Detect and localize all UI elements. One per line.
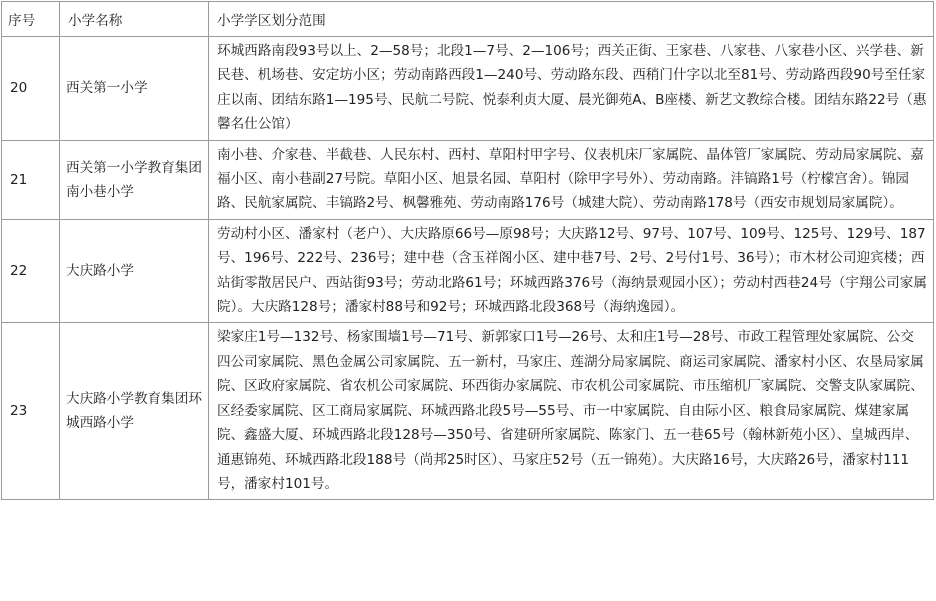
district-range: 劳动村小区、潘家村（老户）、大庆路原66号—原98号；大庆路12号、97号、107号、109号、125号、129号、187号、196号、222号、236号；建中巷（含玉祥阁小区、建中巷7号、2号、2号付1号、36号）；市木材公司迎宾楼；西站街零散居民户、西站街93号；劳动北路61号；环城西路376号（海纳景观园小区）；劳动村西巷24号（宇翔公司家属院）。大庆路128号；潘家村88号和92号；环城西路北段368号（海纳逸园）。	[209, 219, 934, 323]
column-header-range: 小学学区划分范围	[209, 2, 934, 37]
row-index: 22	[2, 219, 60, 323]
table-row	[2, 219, 934, 323]
column-header-school: 小学名称	[60, 2, 209, 37]
school-name: 大庆路小学教育集团环城西路小学	[60, 323, 209, 500]
table-row	[2, 323, 934, 500]
district-range: 梁家庄1号—132号、杨家围墙1号—71号、新郭家口1号—26号、太和庄1号—28号、市政工程管理处家属院、公交四公司家属院、黑色金属公司家属院、五一新村，马家庄、莲湖分局家属院、商运司家属院、潘家村小区、农垦局家属院、区政府家属院、省农机公司家属院、环西街办家属院、市农机公司家属院、市压缩机厂家属院、交警支队家属院、区经委家属院、区工商局家属院、环城西路北段5号—55号、市一中家属院、自由际小区、粮食局家属院、煤建家属院、鑫盛大厦、环城西路北段128号—350号、省建研所家属院、陈家门、五一巷65号（翰林新苑小区）、皇城西岸、通惠锦苑、环城西路北段188号（尚邦25时区）、马家庄52号（五一锦苑）。大庆路16号，大庆路26号，潘家村111号，潘家村101号。	[209, 323, 934, 500]
school-name: 西关第一小学教育集团南小巷小学	[60, 140, 209, 219]
table-header-row	[2, 2, 934, 37]
table-row	[2, 37, 934, 141]
district-range: 环城西路南段93号以上、2—58号；北段1—7号、2—106号；西关正街、王家巷、八家巷、八家巷小区、兴学巷、新民巷、机场巷、安定坊小区；劳动南路西段1—240号、劳动路东段、西稍门什字以北至81号、劳动路西段90号至任家庄以南、团结东路1—195号、民航二号院、悦泰利贞大厦、晨光御苑A、B座楼、新艺文教综合楼。团结东路22号（惠馨名仕公馆）	[209, 37, 934, 141]
table-row	[2, 140, 934, 219]
school-district-table	[1, 1, 934, 500]
row-index: 21	[2, 140, 60, 219]
school-name: 大庆路小学	[60, 219, 209, 323]
school-name: 西关第一小学	[60, 37, 209, 141]
row-index: 23	[2, 323, 60, 500]
row-index: 20	[2, 37, 60, 141]
column-header-index: 序号	[2, 2, 60, 37]
district-range: 南小巷、介家巷、半截巷、人民东村、西村、草阳村甲字号、仪表机床厂家属院、晶体管厂家属院、劳动局家属院、嘉福小区、南小巷副27号院。草阳小区、旭景名园、草阳村（除甲字号外）、劳动南路。沣镐路1号（柠檬宫舍）。锦园路、民航家属院、丰镐路2号、枫馨雅苑、劳动南路176号（城建大院）、劳动南路178号（西安市规划局家属院）。	[209, 140, 934, 219]
